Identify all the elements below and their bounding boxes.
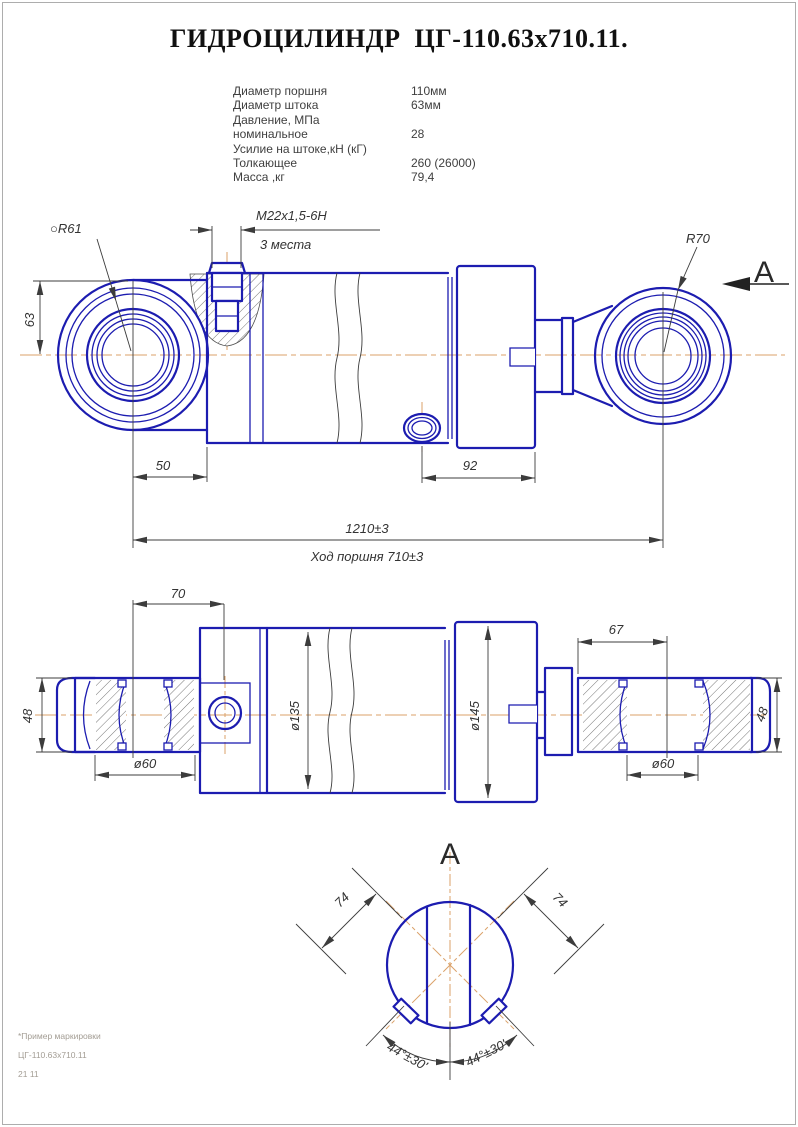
head-notch-top (509, 705, 537, 723)
dim-74-left-label: 74 (331, 889, 353, 911)
spec-label: Масса ,кг (233, 170, 285, 185)
centerlines (20, 252, 785, 1048)
marking-note (18, 1031, 101, 1088)
thread-label: М22х1,5-6Н (256, 208, 327, 223)
head-notch (510, 348, 535, 366)
sphere-radius-label: ○R61 (50, 221, 82, 236)
spec-label: Диаметр поршня (233, 84, 328, 98)
spec-value: 79,4 (411, 170, 435, 185)
dim-92-label: 92 (462, 458, 478, 473)
dim-67-label: 67 (608, 622, 624, 637)
spec-value: 63мм (411, 98, 441, 113)
view-a-letter: А (753, 256, 775, 289)
spec-label: Усилие на штоке,кН (кГ) (233, 141, 367, 156)
dim-d135-label: ø135 (287, 701, 302, 731)
port-fitting (404, 414, 440, 442)
dim-74-right-label: 74 (549, 889, 571, 911)
rod-flange (545, 668, 572, 755)
spec-label: Давление, МПа (233, 112, 320, 127)
dim-48-right-label: 48 (752, 705, 772, 724)
key-notch-left (394, 999, 419, 1024)
marking-note-line: 21 11 (18, 1069, 39, 1079)
thread-places-label: 3 места (260, 237, 312, 252)
dim-d60-right-label: ø60 (651, 756, 675, 771)
piston-stroke-label: Ход поршня 710±3 (310, 549, 424, 564)
page-title: ГИДРОЦИЛИНДР ЦГ-110.63х710.11. (169, 24, 629, 53)
view-a-arrow (722, 277, 750, 291)
spec-label: номинальное (233, 127, 308, 142)
dim-d60-left-label: ø60 (133, 756, 157, 771)
marking-note-line: *Пример маркировки (18, 1031, 101, 1041)
marking-note-line: ЦГ-110.63х710.11 (18, 1050, 87, 1060)
spec-value: 260 (26000) (411, 156, 476, 171)
section-a-letter: А (439, 838, 461, 871)
key-notch-right (482, 999, 507, 1024)
dim-d145-label: ø145 (467, 701, 482, 731)
spec-label: Диаметр штока (233, 98, 319, 113)
dim-63-label: 63 (22, 312, 37, 328)
angle-right-label: 44°±30' (463, 1036, 509, 1070)
spec-label: Толкающее (233, 156, 298, 171)
spec-value: 110мм (411, 84, 447, 98)
dimensions (33, 226, 789, 1080)
dim-48-left-label: 48 (20, 708, 35, 724)
dim-50-label: 50 (155, 458, 171, 473)
dim-70-label: 70 (170, 586, 186, 601)
angle-left-label: 44°±30' (384, 1038, 430, 1074)
eye-radius-label: R70 (686, 231, 710, 246)
spec-value: 28 (411, 127, 425, 142)
dim-1210-label: 1210±3 (345, 521, 389, 536)
